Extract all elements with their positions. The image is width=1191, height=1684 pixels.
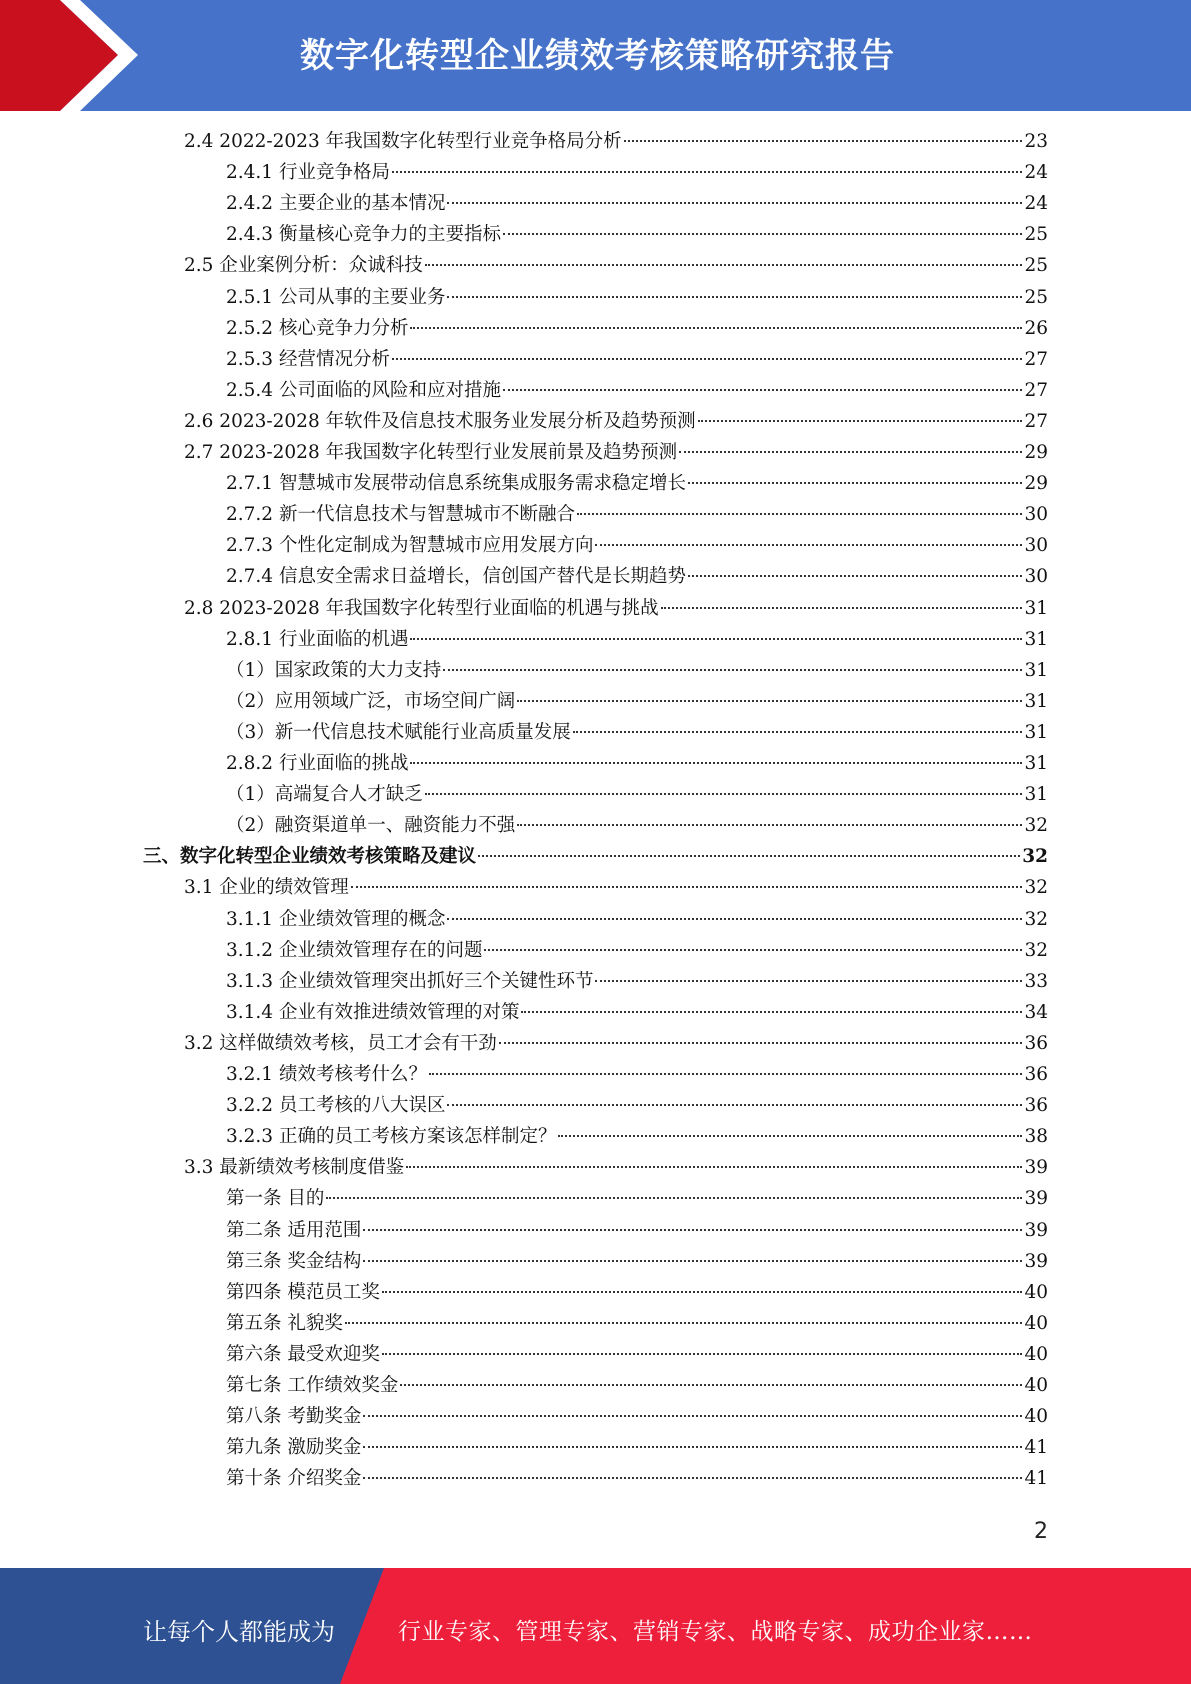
toc-leader-dots (363, 1415, 1022, 1417)
toc-entry[interactable] (226, 1371, 1048, 1401)
toc-entry[interactable] (184, 438, 1048, 468)
toc-leader-dots (363, 1477, 1022, 1479)
toc-entry-label: 2.4.1 行业竞争格局 (226, 162, 390, 184)
toc-entry[interactable] (226, 967, 1048, 997)
toc-entry[interactable] (226, 998, 1048, 1028)
toc-entry-page: 24 (1024, 162, 1048, 184)
toc-entry-page: 29 (1024, 442, 1048, 463)
toc-entry-page: 34 (1024, 1001, 1048, 1023)
toc-entry[interactable] (226, 158, 1048, 188)
toc-leader-dots (425, 793, 1023, 795)
toc-leader-dots (573, 731, 1023, 733)
toc-leader-dots (478, 855, 1020, 857)
toc-entry-label: 3.3 最新绩效考核制度借鉴 (184, 1157, 405, 1179)
toc-entry-page: 39 (1024, 1250, 1048, 1272)
toc-entry-label: 3.1.4 企业有效推进绩效管理的对策 (226, 1001, 520, 1023)
toc-leader-dots (595, 544, 1022, 546)
toc-entry-page: 27 (1024, 410, 1048, 432)
toc-entry[interactable] (226, 531, 1048, 561)
toc-entry-label: （1）国家政策的大力支持 (226, 659, 442, 681)
toc-leader-dots (688, 575, 1022, 577)
toc-entry-label: 三、数字化转型企业绩效考核策略及建议 (143, 846, 477, 868)
document-title: 数字化转型企业绩效考核策略研究报告 (300, 36, 895, 76)
toc-leader-dots (400, 1384, 1022, 1386)
toc-entry[interactable] (226, 189, 1048, 219)
toc-leader-dots (484, 949, 1022, 951)
toc-entry-page: 31 (1024, 753, 1048, 774)
toc-entry-label: 2.5.4 公司面临的风险和应对措施 (226, 379, 501, 401)
page-number: 2 (1034, 1519, 1048, 1544)
toc-leader-dots (363, 1229, 1022, 1231)
toc-entry-label: 第九条 激励奖金 (226, 1437, 362, 1459)
toc-entry[interactable] (226, 1122, 1048, 1152)
toc-entry[interactable] (226, 314, 1048, 344)
toc-leader-dots (503, 389, 1022, 391)
toc-leader-dots (345, 1322, 1023, 1324)
footer-banner (0, 1568, 1191, 1684)
toc-entry[interactable] (184, 594, 1048, 624)
toc-entry-page: 40 (1024, 1406, 1048, 1428)
toc-leader-dots (406, 1166, 1022, 1168)
toc-entry-page: 31 (1024, 690, 1048, 712)
toc-entry[interactable] (226, 1184, 1048, 1214)
toc-entry[interactable] (184, 1029, 1048, 1059)
toc-entry-label: （2）应用领域广泛，市场空间广阔 (226, 690, 516, 712)
toc-leader-dots (443, 669, 1022, 671)
toc-leader-dots (410, 762, 1022, 764)
footer-slogan-right: 行业专家、管理专家、营销专家、战略专家、成功企业家…… (398, 1619, 1033, 1645)
toc-leader-dots (558, 1135, 1022, 1137)
toc-entry-page: 40 (1024, 1343, 1048, 1365)
toc-entry-page: 38 (1024, 1126, 1048, 1148)
toc-entry[interactable] (226, 469, 1048, 499)
toc-entry-page: 25 (1024, 255, 1048, 277)
toc-entry-page: 27 (1024, 379, 1048, 401)
toc-entry[interactable] (184, 127, 1048, 157)
toc-entry-label: 2.6 2023-2028 年软件及信息技术服务业发展分析及趋势预测 (184, 410, 696, 432)
toc-leader-dots (351, 886, 1023, 888)
toc-entry-label: 2.5.2 核心竞争力分析 (226, 317, 409, 339)
toc-entry-label: 3.2.1 绩效考核考什么？ (226, 1064, 427, 1085)
toc-entry-page: 24 (1024, 193, 1048, 215)
toc-entry[interactable] (226, 1216, 1048, 1246)
toc-entry[interactable] (184, 1153, 1048, 1183)
toc-entry[interactable] (226, 780, 1048, 810)
toc-entry-page: 40 (1024, 1281, 1048, 1303)
toc-entry[interactable] (226, 687, 1048, 717)
toc-entry-page: 30 (1024, 535, 1048, 557)
toc-entry-label: 3.1.3 企业绩效管理突出抓好三个关键性环节 (226, 970, 594, 992)
toc-leader-dots (425, 264, 1023, 266)
toc-leader-dots (499, 1042, 1023, 1044)
toc-entry-page: 30 (1024, 566, 1048, 588)
toc-leader-dots (326, 1197, 1022, 1199)
toc-entry[interactable] (226, 1309, 1048, 1339)
toc-entry[interactable] (226, 1433, 1048, 1463)
toc-leader-dots (679, 451, 1022, 453)
toc-entry-label: （3）新一代信息技术赋能行业高质量发展 (226, 721, 571, 743)
toc-entry-page: 31 (1024, 659, 1048, 681)
toc-entry-label: 3.1.2 企业绩效管理存在的问题 (226, 939, 483, 961)
toc-leader-dots (661, 607, 1023, 609)
toc-entry[interactable] (226, 1340, 1048, 1370)
toc-entry[interactable] (226, 749, 1048, 779)
toc-entry-page: 36 (1024, 1032, 1048, 1054)
toc-entry[interactable] (184, 251, 1048, 281)
toc-entry[interactable] (226, 1060, 1048, 1090)
toc-entry-label: 2.7.3 个性化定制成为智慧城市应用发展方向 (226, 535, 594, 557)
toc-entry-page: 31 (1024, 721, 1048, 743)
toc-entry-page: 29 (1024, 473, 1048, 495)
toc-leader-dots (624, 140, 1023, 142)
toc-entry[interactable] (226, 811, 1048, 841)
toc-entry-page: 25 (1024, 286, 1048, 308)
toc-entry-label: 3.2.2 员工考核的八大误区 (226, 1095, 446, 1117)
toc-entry-label: 2.5.1 公司从事的主要业务 (226, 286, 446, 308)
toc-entry[interactable] (226, 500, 1048, 530)
toc-entry[interactable] (184, 407, 1048, 437)
toc-entry[interactable] (226, 625, 1048, 655)
toc-entry[interactable] (226, 1091, 1048, 1121)
toc-entry-label: 3.2.3 正确的员工考核方案该怎样制定？ (226, 1126, 557, 1148)
toc-entry-page: 25 (1024, 224, 1048, 246)
toc-leader-dots (595, 980, 1022, 982)
toc-entry-page: 23 (1024, 131, 1048, 152)
toc-entry-label: 第四条 模范员工奖 (226, 1281, 380, 1303)
toc-entry-label: 2.8 2023-2028 年我国数字化转型行业面临的机遇与挑战 (184, 597, 659, 619)
toc-entry-page: 32 (1024, 939, 1048, 961)
toc-entry-label: 第十条 介绍奖金 (226, 1468, 362, 1490)
toc-entry-page: 31 (1024, 628, 1048, 650)
toc-entry[interactable] (226, 1402, 1048, 1432)
toc-leader-dots (410, 327, 1022, 329)
toc-leader-dots (698, 420, 1023, 422)
toc-entry-page: 39 (1024, 1219, 1048, 1241)
toc-leader-dots (392, 358, 1022, 360)
toc-entry-label: 第五条 礼貌奖 (226, 1312, 343, 1334)
arrow-logo-icon (0, 0, 160, 111)
toc-entry-page: 33 (1024, 970, 1048, 992)
toc-entry-page: 39 (1024, 1157, 1048, 1179)
toc-entry-label: 3.1.1 企业绩效管理的概念 (226, 908, 446, 930)
toc-entry[interactable] (226, 1464, 1048, 1494)
toc-leader-dots (517, 700, 1022, 702)
toc-entry-page: 41 (1024, 1437, 1048, 1459)
toc-entry[interactable] (226, 283, 1048, 313)
toc-leader-dots (688, 482, 1022, 484)
toc-entry-label: 第八条 考勤奖金 (226, 1406, 362, 1428)
toc-entry-label: 第三条 奖金结构 (226, 1250, 362, 1272)
toc-leader-dots (503, 233, 1022, 235)
toc-entry-page: 32 (1024, 908, 1048, 930)
toc-entry-page: 26 (1024, 317, 1048, 339)
toc-entry-label: 3.2 这样做绩效考核，员工才会有干劲 (184, 1032, 497, 1054)
toc-entry-label: 2.7.4 信息安全需求日益增长，信创国产替代是长期趋势 (226, 566, 686, 588)
toc-leader-dots (392, 171, 1022, 173)
toc-entry-label: 2.7 2023-2028 年我国数字化转型行业发展前景及趋势预测 (184, 442, 678, 463)
footer-slogan-left: 让每个人都能成为 (143, 1618, 335, 1646)
toc-entry-page: 39 (1024, 1188, 1048, 1210)
toc-entry-page: 31 (1024, 784, 1048, 806)
toc-entry[interactable] (226, 345, 1048, 375)
toc-entry-label: 2.4 2022-2023 年我国数字化转型行业竞争格局分析 (184, 131, 622, 152)
toc-entry-page: 32 (1022, 846, 1048, 868)
toc-entry-page: 40 (1024, 1375, 1048, 1396)
toc-leader-dots (447, 296, 1022, 298)
toc-leader-dots (447, 918, 1022, 920)
toc-entry-label: 2.4.2 主要企业的基本情况 (226, 193, 446, 215)
toc-entry-label: 2.5 企业案例分析：众诚科技 (184, 255, 423, 277)
toc-entry[interactable] (226, 562, 1048, 592)
toc-entry-label: （2）融资渠道单一、融资能力不强 (226, 815, 516, 837)
toc-leader-dots (410, 638, 1022, 640)
toc-entry[interactable] (226, 905, 1048, 935)
toc-entry[interactable] (226, 1247, 1048, 1277)
toc-entry-page: 36 (1024, 1064, 1048, 1085)
toc-leader-dots (382, 1353, 1023, 1355)
toc-entry-label: 2.8.2 行业面临的挑战 (226, 753, 409, 774)
header-bar (0, 0, 1191, 111)
toc-entry-label: 2.7.2 新一代信息技术与智慧城市不断融合 (226, 504, 575, 526)
toc-entry[interactable] (226, 936, 1048, 966)
toc-entry[interactable] (143, 842, 1048, 872)
toc-entry-label: 第六条 最受欢迎奖 (226, 1343, 380, 1365)
toc-entry-page: 31 (1024, 597, 1048, 619)
toc-entry[interactable] (226, 1278, 1048, 1308)
toc-leader-dots (447, 1104, 1022, 1106)
toc-entry[interactable] (226, 220, 1048, 250)
toc-entry-page: 36 (1024, 1095, 1048, 1117)
toc-entry-label: 2.4.3 衡量核心竞争力的主要指标 (226, 224, 501, 246)
toc-entry-page: 32 (1024, 815, 1048, 837)
toc-leader-dots (382, 1291, 1023, 1293)
toc-entry-page: 41 (1024, 1468, 1048, 1490)
toc-entry-label: 2.5.3 经营情况分析 (226, 348, 390, 370)
toc-entry[interactable] (226, 376, 1048, 406)
toc-entry-label: 第一条 目的 (226, 1188, 325, 1210)
toc-leader-dots (363, 1260, 1022, 1262)
toc-entry-label: 第七条 工作绩效奖金 (226, 1375, 399, 1396)
toc-entry-page: 32 (1024, 877, 1048, 899)
toc-entry-page: 40 (1024, 1312, 1048, 1334)
toc-entry-label: 3.1 企业的绩效管理 (184, 877, 349, 899)
toc-leader-dots (517, 824, 1022, 826)
toc-leader-dots (429, 1073, 1022, 1075)
toc-leader-dots (577, 513, 1022, 515)
toc-entry-page: 30 (1024, 504, 1048, 526)
toc-entry-label: 2.8.1 行业面临的机遇 (226, 628, 409, 650)
toc-entry-label: （1）高端复合人才缺乏 (226, 784, 423, 806)
toc-entry-label: 2.7.1 智慧城市发展带动信息系统集成服务需求稳定增长 (226, 473, 686, 495)
toc-leader-dots (363, 1446, 1022, 1448)
toc-entry[interactable] (184, 873, 1048, 903)
toc-leader-dots (521, 1011, 1022, 1013)
toc-entry-label: 第二条 适用范围 (226, 1219, 362, 1241)
toc-entry-page: 27 (1024, 348, 1048, 370)
toc-entry[interactable] (226, 718, 1048, 748)
toc-entry[interactable] (226, 656, 1048, 686)
toc-leader-dots (447, 202, 1022, 204)
